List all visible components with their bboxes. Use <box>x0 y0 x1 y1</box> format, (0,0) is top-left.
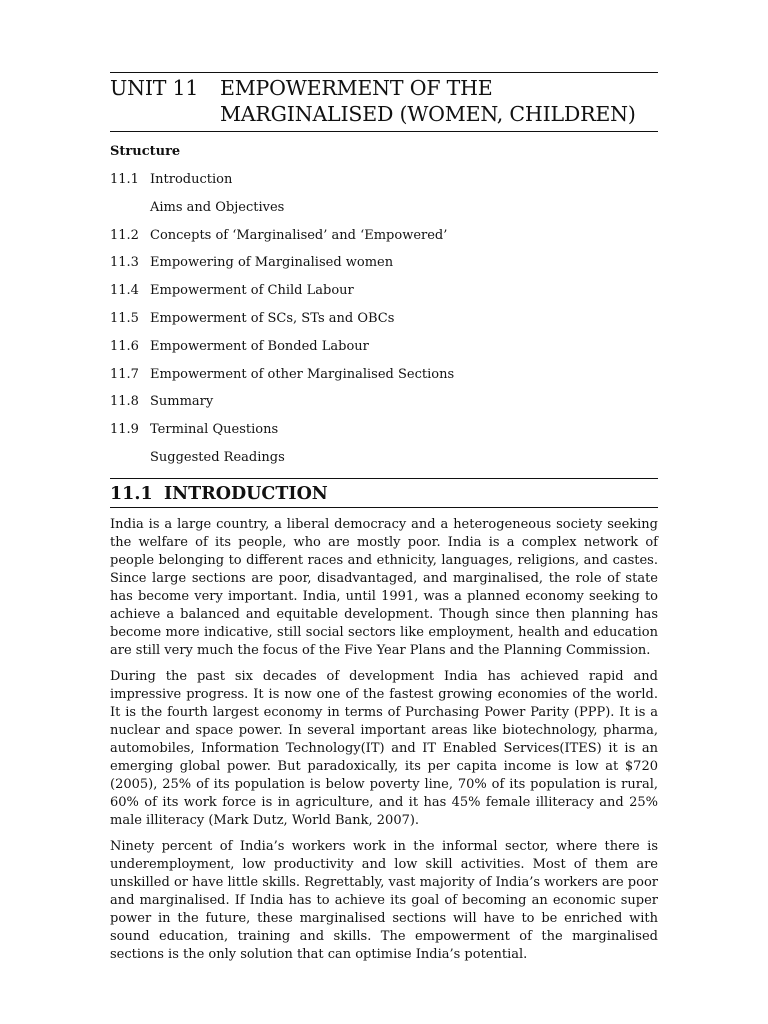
section-bottom-rule <box>110 507 658 508</box>
unit-title-line-1: EMPOWERMENT OF THE <box>220 76 493 100</box>
structure-item-number: 11.5 <box>110 310 139 326</box>
structure-item <box>110 199 658 227</box>
structure-item <box>110 254 658 282</box>
section-number: 11.1 <box>110 484 153 504</box>
unit-title <box>220 75 680 127</box>
structure-item <box>110 421 658 449</box>
structure-item-label: Empowerment of SCs, STs and OBCs <box>150 310 395 326</box>
structure-item <box>110 338 658 366</box>
structure-item-number: 11.8 <box>110 394 139 410</box>
paragraph: India is a large country, a liberal democracy and a heterogeneous society seeking the welfare of its people, who are mostly poor. India is a complex network of people belonging to different races and ethnicity, languages, religions, and castes. Since large sections are poor, disadvantaged, and marginalised, the role of state has become very important. India, until 1991, was a planned economy seeking to achieve a balanced and equitable development. Though since then planning has become more indicative, still social sectors like employment, health and education are still very much the focus of the Five Year Plans and the Planning Commission. <box>110 517 658 658</box>
structure-label: Structure <box>110 144 181 159</box>
structure-item-label: Terminal Questions <box>150 422 279 438</box>
paragraph: During the past six decades of development India has achieved rapid and impressive progress. It is now one of the fastest growing economies of the world. It is the fourth largest economy in terms of Purchasing Power Parity (PPP). It is a nuclear and space power. In several important areas like biotechnology, pharma, automobiles, Information Technology(IT) and IT Enabled Services(ITES) it is an emerging global power. But paradoxically, its per capita income is low at $720 (2005), 25% of its population is below poverty line, 70% of its population is rural, 60% of its work force is in agriculture, and it has 45% female illiteracy and 25% male illiteracy (Mark Dutz, World Bank, 2007). <box>110 669 658 828</box>
structure-item <box>110 171 658 199</box>
structure-item-label: Empowerment of other Marginalised Sections <box>150 366 455 382</box>
structure-item-number: 11.7 <box>110 366 139 382</box>
structure-item-label: Empowerment of Bonded Labour <box>150 338 369 354</box>
structure-list <box>110 171 658 477</box>
structure-item <box>110 227 658 255</box>
section-title: INTRODUCTION <box>164 484 328 504</box>
structure-item-number: 11.6 <box>110 338 139 354</box>
section-top-rule <box>110 478 658 479</box>
structure-item-label: Concepts of ‘Marginalised’ and ‘Empowered’ <box>150 227 448 243</box>
unit-number: UNIT 11 <box>110 76 199 100</box>
section-body <box>110 516 658 972</box>
structure-item-number: 11.1 <box>110 172 139 187</box>
structure-item-number: 11.9 <box>110 422 139 438</box>
structure-item-label: Suggested Readings <box>150 449 285 465</box>
structure-item-label: Empowerment of Child Labour <box>150 283 354 299</box>
structure-item-number: 11.3 <box>110 255 139 271</box>
structure-item-number: 11.4 <box>110 283 139 299</box>
structure-item <box>110 366 658 394</box>
structure-item <box>110 393 658 421</box>
structure-item-label: Aims and Objectives <box>150 199 285 215</box>
structure-item-label: Empowering of Marginalised women <box>150 255 394 271</box>
title-rule <box>110 131 658 132</box>
structure-item <box>110 449 658 477</box>
structure-item <box>110 282 658 310</box>
structure-item <box>110 310 658 338</box>
unit-title-line-2: MARGINALISED (WOMEN, CHILDREN) <box>220 102 636 126</box>
structure-item-label: Introduction <box>150 172 233 187</box>
structure-item-number: 11.2 <box>110 227 139 243</box>
structure-item-label: Summary <box>150 394 214 410</box>
paragraph: Ninety percent of India’s workers work in the informal sector, where there is underemployment, low productivity and low skill activities. Most of them are unskilled or have little skills. Regrettably, vast majority of India’s workers are poor and marginalised. If India has to achieve its goal of becoming an economic super power in the future, these marginalised sections will have to be enriched with sound education, training and skills. The empowerment of the marginalised sections is the only solution that can optimise India’s potential. <box>110 839 658 962</box>
top-rule <box>110 72 658 73</box>
